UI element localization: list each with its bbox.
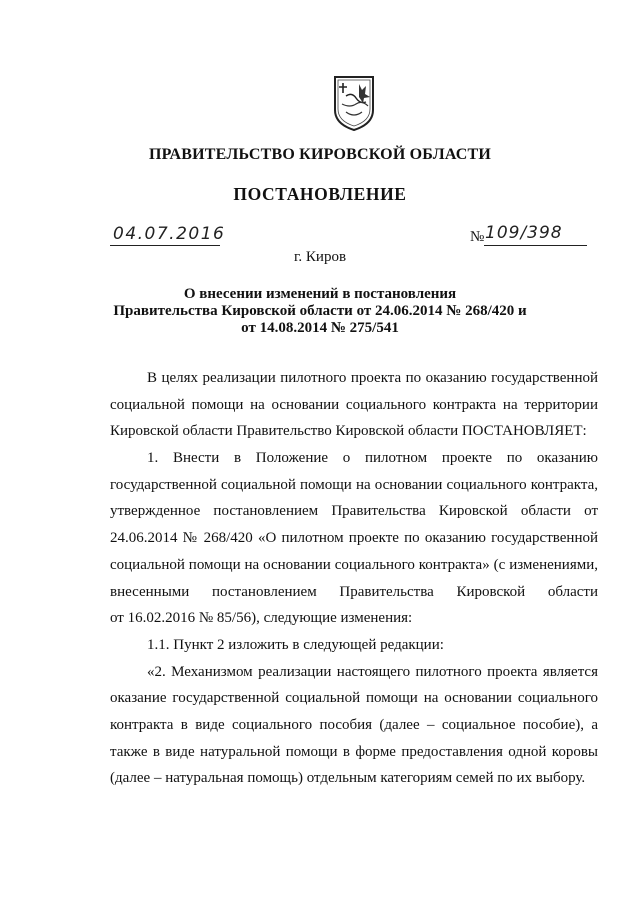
- body-line: 1. Внести в Положение о пилотном проекте по оказанию: [147, 450, 598, 467]
- government-title: ПРАВИТЕЛЬСТВО КИРОВСКОЙ ОБЛАСТИ: [148, 146, 492, 163]
- body-line: В целях реализации пилотного проекта по оказанию государственной: [147, 370, 598, 386]
- body-line: 1.1. Пункт 2 изложить в следующей редакции:: [147, 636, 444, 653]
- coat-of-arms-emblem: [332, 74, 376, 132]
- number-underline: [484, 245, 587, 246]
- body-line: также в виде натуральной помощи в форме предоставления одной коровы: [110, 743, 598, 760]
- subject-line: О внесении изменений в постановления: [183, 286, 457, 302]
- body-line: внесенными постановлением Правительства Кировской области: [110, 583, 598, 600]
- body-line: (далее – натуральная помощь) отдельным категориям семей по их выбору.: [110, 770, 586, 787]
- body-line: «2. Механизмом реализации настоящего пилотного проекта является: [147, 663, 598, 680]
- body-line: Кировской области Правительство Кировской области ПОСТАНОВЛЯЕТ:: [110, 423, 587, 440]
- body-line: социальной помощи на основании социального контракта на территории: [110, 396, 598, 413]
- city-label: г. Киров: [293, 249, 347, 265]
- number-label: №: [470, 229, 485, 245]
- document-subject: [0, 286, 640, 337]
- subject-line: от 14.08.2014 № 275/541: [241, 320, 399, 336]
- body-line: 24.06.2014 № 268/420 «О пилотном проекте по оказанию государственной: [110, 530, 598, 547]
- body-line: социальной помощи на основании социального контракта» (с изменениями,: [110, 556, 598, 573]
- document-type-title: ПОСТАНОВЛЕНИЕ: [233, 184, 407, 204]
- body-line: от 16.02.2016 № 85/56), следующие изменения:: [110, 610, 413, 627]
- document-number: 109/398: [485, 223, 563, 243]
- body-line: оказание государственной социальной помощи на основании социального: [110, 690, 598, 707]
- body-line: государственной социальной помощи на основании социального контракта,: [110, 476, 598, 493]
- body-line: утвержденное постановлением Правительства Кировской области от: [110, 503, 598, 520]
- date-underline: [110, 245, 220, 246]
- subject-line: Правительства Кировской области от 24.06.2014 № 268/420 и: [113, 303, 527, 319]
- document-date: 04.07.2016: [113, 224, 226, 244]
- body-line: контракта в виде социального пособия (далее – социальное пособие), а: [110, 716, 598, 733]
- document-body: [110, 365, 598, 792]
